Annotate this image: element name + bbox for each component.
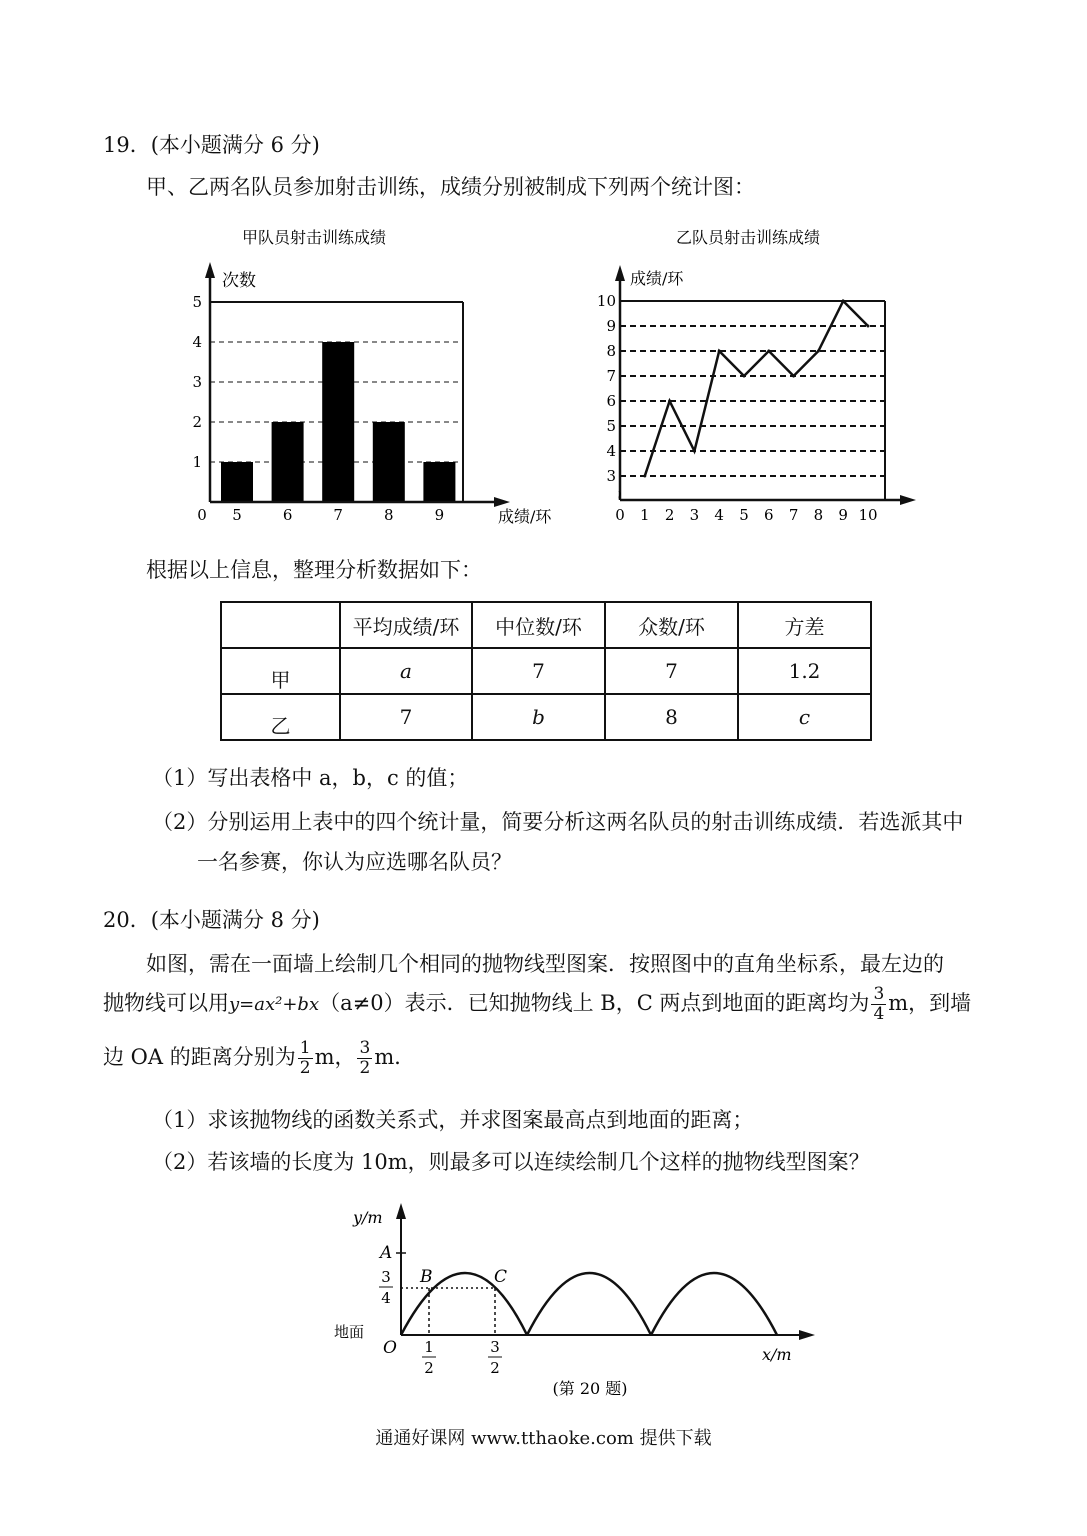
q19-after-charts: 根据以上信息，整理分析数据如下： [146, 558, 482, 582]
chart2-point [643, 475, 646, 478]
chart1-xtick: 8 [384, 506, 394, 524]
chart2-ytick: 9 [606, 317, 616, 335]
chart2-point [817, 350, 820, 353]
chart2-xtick: 7 [788, 506, 799, 524]
table-cell: a [340, 648, 472, 694]
fig-frac-3-2-den: 2 [490, 1359, 500, 1377]
q20-line3 [103, 1040, 415, 1077]
chart2-xtick: 6 [764, 506, 774, 524]
fig-x-label: x/m [762, 1345, 792, 1364]
chart2-xtick: 2 [664, 506, 675, 524]
chart1-bar [423, 462, 455, 502]
chart1-xtick: 7 [333, 506, 343, 524]
fig-point-c: C [494, 1267, 508, 1287]
table-cell: 乙 [221, 694, 340, 740]
chart2-point [668, 400, 671, 403]
chart1-ytick: 1 [192, 453, 202, 471]
fig-origin: O [383, 1338, 397, 1358]
table-cell: 7 [605, 648, 738, 694]
chart1-bar [322, 342, 354, 502]
table-header-row [221, 602, 871, 648]
chart1-x-arrow [494, 497, 510, 507]
q20-line2-a: 抛物线可以用 [103, 991, 229, 1015]
table-cell: 甲 [221, 648, 340, 694]
chart2-ytick: 5 [606, 417, 616, 435]
table-header-cell: 方差 [738, 602, 871, 648]
q20-line2 [103, 986, 971, 1023]
fig-point-b: B [420, 1267, 433, 1287]
chart1-bar [272, 422, 304, 502]
fraction-3-4: $\frac{3}{4}$ [873, 984, 885, 1024]
chart2-xtick: 8 [813, 506, 824, 524]
chart2-xtick: 10 [858, 506, 878, 524]
chart1-origin: 0 [197, 506, 207, 524]
chart2-ytick: 6 [606, 392, 616, 410]
chart2-series-line [645, 301, 868, 476]
q20-line1: 如图，需在一面墙上绘制几个相同的抛物线型图案．按照图中的直角坐标系，最左边的 [146, 952, 944, 976]
q20-line3-unit2: m． [374, 1045, 416, 1069]
chart2-y-arrow [615, 265, 625, 281]
chart1-xtick: 5 [232, 506, 242, 524]
fraction-3-2: $\frac{3}{2}$ [359, 1038, 371, 1078]
chart1-title: 甲队员射击训练成绩 [241, 228, 387, 247]
fig-x-arrow [799, 1330, 815, 1340]
table-row [221, 648, 871, 694]
q20-formula: y=ax²+bx [229, 994, 320, 1015]
chart1-ytick: 5 [192, 293, 202, 311]
fig-ground: 地面 [334, 1323, 365, 1341]
table-cell: b [472, 694, 605, 740]
table-header-cell: 平均成绩/环 [340, 602, 472, 648]
table-cell: 7 [472, 648, 605, 694]
chart2-ytick: 4 [606, 442, 616, 460]
parabola-2 [527, 1273, 651, 1335]
chart2-xtick: 1 [640, 506, 650, 524]
chart2-point [718, 350, 721, 353]
table-header-cell [221, 602, 340, 648]
chart2-axis-break: ≀ [617, 488, 623, 504]
chart1-bar [221, 462, 253, 502]
chart2-xtick: 3 [689, 506, 700, 524]
fig-frac-3-4-num: 3 [381, 1268, 391, 1286]
chart1-ytick: 4 [192, 333, 202, 351]
parabola-3 [651, 1273, 777, 1335]
footer: 通通好课网 www.tthaoke.com 提供下载 [375, 1428, 712, 1449]
chart2-point [693, 450, 696, 453]
chart-jia-bar [180, 220, 580, 530]
chart1-ytick: 3 [192, 373, 202, 391]
chart2-point [842, 300, 845, 303]
q19-part2-line2: 一名参赛，你认为应选哪名队员？ [197, 850, 512, 874]
q20-line3-a: 边 OA 的距离分别为 [103, 1045, 296, 1069]
q19-intro: 甲、乙两名队员参加射击训练，成绩分别被制成下列两个统计图： [146, 175, 755, 199]
q20-part1: （1）求该抛物线的函数关系式，并求图案最高点到地面的距离； [152, 1108, 754, 1132]
fig-frac-1-2-den: 2 [424, 1359, 434, 1377]
fig-caption: (第 20 题) [552, 1379, 628, 1398]
table-cell: c [738, 694, 871, 740]
table-cell: 7 [340, 694, 472, 740]
chart2-ytick: 3 [606, 467, 616, 485]
table-header-cell: 众数/环 [605, 602, 738, 648]
fraction-1-2: $\frac{1}{2}$ [299, 1038, 311, 1078]
q20-part2: （2）若该墙的长度为 10m，则最多可以连续绘制几个这样的抛物线型图案？ [152, 1150, 870, 1174]
q19-heading: 19．(本小题满分 6 分) [103, 133, 320, 157]
chart2-ytick: 8 [606, 342, 616, 360]
q20-line3-unit1: m， [314, 1045, 356, 1069]
chart-yi-line [596, 220, 930, 530]
chart2-xtick: 0 [615, 506, 625, 524]
fig-frac-3-4-den: 4 [381, 1289, 391, 1307]
stats-table [220, 601, 872, 741]
chart1-xtick: 9 [434, 506, 445, 524]
fig-y-arrow [396, 1203, 406, 1219]
parabola-figure [320, 1195, 840, 1410]
chart2-xtick: 4 [714, 506, 724, 524]
q20-line2-unit: m，到墙 [888, 991, 972, 1015]
fig-frac-3-2-num: 3 [490, 1338, 500, 1356]
chart2-ytick: 7 [606, 367, 616, 385]
chart1-ytick: 2 [192, 413, 202, 431]
chart2-ytick: 10 [596, 292, 616, 310]
q20-heading: 20．(本小题满分 8 分) [103, 908, 320, 932]
fig-point-a: A [380, 1243, 393, 1263]
q19-part1: （1）写出表格中 a，b，c 的值； [152, 766, 469, 790]
chart2-xtick: 5 [739, 506, 749, 524]
chart2-point [867, 325, 870, 328]
chart1-xtick: 6 [282, 506, 293, 524]
chart2-point [767, 350, 770, 353]
chart1-ylabel: 次数 [222, 271, 256, 291]
fig-y-label: y/m [353, 1208, 383, 1227]
table-cell: 1.2 [738, 648, 871, 694]
chart2-title: 乙队员射击训练成绩 [675, 228, 821, 247]
table-row [221, 694, 871, 740]
chart1-bar [373, 422, 405, 502]
chart1-y-arrow [205, 262, 215, 278]
chart2-point [792, 375, 795, 378]
chart2-x-arrow [900, 495, 916, 505]
chart2-xtick: 9 [838, 506, 848, 524]
table-header-cell: 中位数/环 [472, 602, 605, 648]
chart1-xlabel: 成绩/环 [498, 507, 552, 526]
q19-part2-line1: （2）分别运用上表中的四个统计量，简要分析这两名队员的射击训练成绩．若选派其中 [152, 810, 964, 834]
q20-line2-b: （a≠0）表示．已知抛物线上 B，C 两点到地面的距离均为 [319, 991, 870, 1015]
table-cell: 8 [605, 694, 738, 740]
chart2-ylabel: 成绩/环 [630, 269, 684, 288]
chart2-point [743, 375, 746, 378]
fig-frac-1-2-num: 1 [424, 1338, 434, 1356]
